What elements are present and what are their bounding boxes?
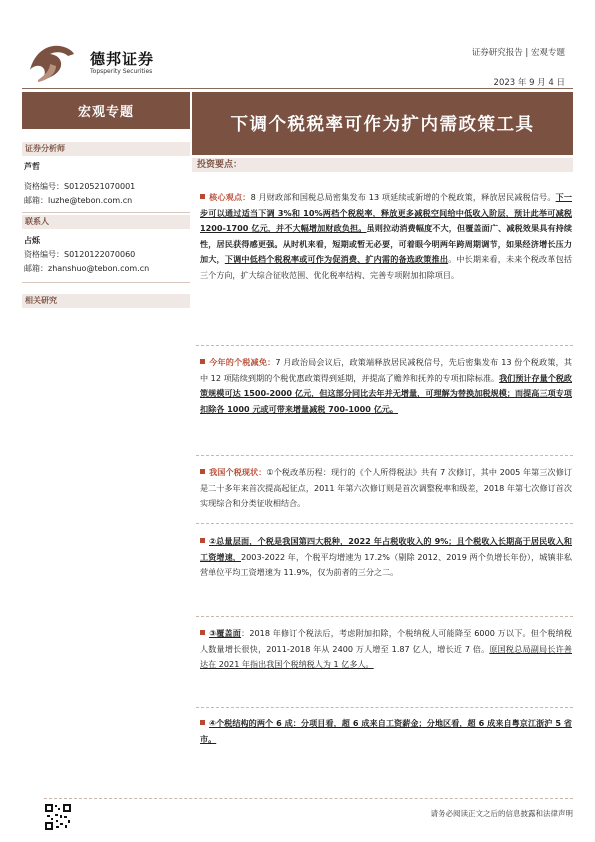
bullet-icon <box>200 469 205 474</box>
contact-heading: 联系人 <box>22 215 190 229</box>
report-date: 2023 年 9 月 4 日 <box>493 78 565 88</box>
analyst-name: 芦哲 <box>24 162 40 171</box>
brand-name-en: Topsperity Securities <box>90 68 153 75</box>
tax-relief-paragraph: 今年的个税减免：7 月政治局会议后，政策端释放居民减税信号，先后密集发布 13 份个税政策，其中 12 项陆续到期的个税优惠政策得到延期，并提高了赡养和抚养的专项扣除标准。我们预计存量个税政策规模可达 1500-2000 亿元，但这部分同比去年并无增量，可理解为替换加税规模；而提高三项专项扣除各 1000 元或可带来增量减税 700-1000 亿元。 <box>200 357 572 414</box>
contact-email[interactable]: 邮箱：zhanshuo@tebon.com.cn <box>24 264 150 273</box>
total-level-paragraph: ②总量层面，个税是我国第四大税种，2022 年占税收收入的 9%；且个税收入长期高于居民收入和工资增速，2003-2022 年，个税平均增速为 17.2%（剔除 2012、2019 两个负增长年份），城镇非私营单位平均工资增速为 11.9%，仅为前者的三分之二。 <box>200 536 572 578</box>
header-divider <box>22 88 573 89</box>
section-divider <box>196 707 573 708</box>
section-divider <box>196 616 573 617</box>
qr-code-icon <box>44 803 72 831</box>
bullet-icon <box>200 630 205 635</box>
footer-divider <box>44 798 573 799</box>
sidebar-divider <box>22 282 190 283</box>
contact-name: 占烁 <box>24 236 40 245</box>
report-type-tags: 证券研究报告 | 宏观专题 <box>471 48 565 58</box>
disclaimer-notice: 请务必阅读正文之后的信息披露和法律声明 <box>430 809 573 818</box>
key-points-heading: 投资要点： <box>192 158 573 172</box>
section-divider <box>196 455 573 456</box>
sidebar-divider <box>22 212 190 213</box>
coverage-paragraph: ③覆盖面：2018 年修订个税法后，考虑附加扣除，个税纳税人可能降至 6000 万以下。但个税纳税人数量增长很快，2011-2018 年从 2400 万人增至 1.87 亿人，增长近 7 倍。原国税总局副局长许善达在 2021 年指出我国个税纳税人为 1 亿多人。 <box>200 628 573 670</box>
brand-name: 德邦证券 <box>90 50 155 68</box>
category-band <box>22 92 190 129</box>
analyst-heading: 证券分析师 <box>22 142 190 156</box>
core-view-paragraph: 核心观点：8 月财政部和国税总局密集发布 13 项延续或新增的个税政策，释放居民减税信号。下一步可以通过适当下调 3%和 10%两档个税税率，释放更多减税空间给中低收入阶层，预计此举可减税 1200-1700 亿元，并不大幅增加财政负担。虽则拉动消费幅度不大，但覆盖面广、减税效果具有持续性，居民获得感更强。从时机来看，短期或暂无必要，可着眼今明两年跨周期调节，如果经济增长压力加大，下调中低档个税税率或可作为促消费、扩内需的备选政策推出。中长期来看，未来个税改革包括三个方向，扩大综合征收范围、优化税率结构、完善专项附加扣除项目。 <box>200 192 572 280</box>
section-divider <box>196 345 573 346</box>
company-logo <box>28 40 76 84</box>
structure-paragraph: ④个税结构的两个 6 成：分项目看，超 6 成来自工资薪金；分地区看，超 6 成来自粤京江浙沪 5 省市。 <box>200 718 572 744</box>
bullet-icon <box>200 538 205 543</box>
report-title: 下调个税税率可作为扩内需政策工具 <box>230 115 535 135</box>
related-research-heading: 相关研究 <box>22 294 190 308</box>
tax-status-paragraph: 我国个税现状：①个税改革历程：现行的《个人所得税法》共有 7 次修订，其中 2005 年第三次修订是二十多年来首次提高起征点，2011 年第六次修订则是首次调整税率和级差，2018 年第七次修订首次实现综合和分类征收相结合。 <box>200 467 572 509</box>
title-band <box>192 92 573 155</box>
bullet-icon <box>200 194 205 199</box>
analyst-email[interactable]: 邮箱：luzhe@tebon.com.cn <box>24 196 133 205</box>
category-label: 宏观专题 <box>77 105 134 120</box>
contact-cert: 资格编号：S0120122070060 <box>24 250 136 259</box>
section-divider <box>196 523 573 524</box>
bullet-icon <box>200 720 205 725</box>
bullet-icon <box>200 359 205 364</box>
analyst-cert: 资格编号：S0120521070001 <box>24 182 136 191</box>
